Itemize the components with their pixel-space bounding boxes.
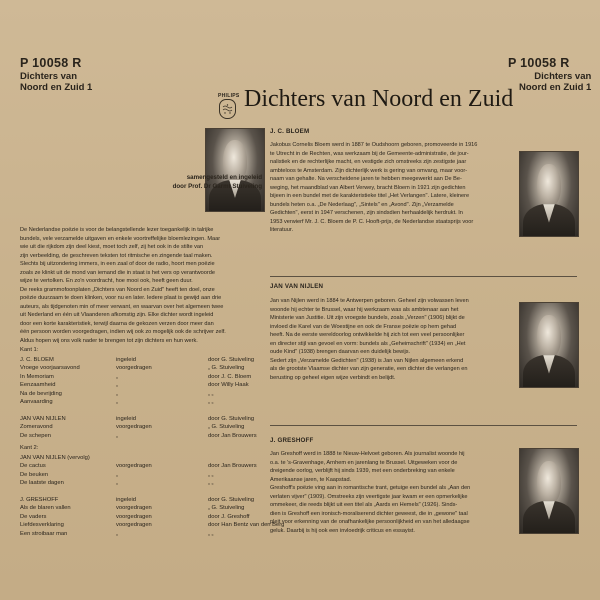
track-role: ingeleid: [116, 497, 136, 504]
track-title: Zomeravond: [20, 424, 53, 431]
track-by: „ „: [208, 480, 214, 487]
track-row: [20, 471, 288, 479]
track-row: [20, 462, 288, 470]
track-title: Een stroibaar man: [20, 530, 68, 537]
poet-bio-greshoff: [270, 450, 510, 535]
brand-label: PHILIPS: [218, 93, 240, 99]
track-title: Als de blaren vallen: [20, 505, 71, 512]
text-line: Gedichten", eerst in 1947 verschenen, zijn sindsdien herhaaldelijk herdrukt. In: [270, 210, 463, 216]
track-role: [116, 406, 208, 414]
track-title: De laatste dagen: [20, 480, 64, 487]
text-line: Sedert zijn „Verzamelde Gedichten" (1938) is Jan van Nijlen algemeen erkend: [270, 357, 464, 364]
philips-shield-icon: [219, 99, 236, 119]
track-by: door G. Stuiveling: [208, 497, 255, 504]
track-role: ingeleid: [116, 357, 136, 363]
track-by: „ „: [208, 471, 214, 478]
text-line: zijn verbeelding, de geschreven teksten tot ritmische en zingende taal maken.: [20, 252, 213, 259]
series-line: Dichters van: [534, 71, 592, 82]
side1-tracklist: [20, 356, 288, 440]
track-title: De cactus: [20, 463, 46, 470]
track-by: „ „: [208, 399, 214, 406]
text-line: wijze te vertolken. En zo'n voordracht, hoe mooi ook, heeft geen duur.: [20, 278, 193, 284]
track-row: [20, 496, 288, 504]
track-by: [208, 406, 288, 414]
track-row: [20, 513, 288, 521]
introduction-text: [20, 226, 264, 345]
series-label-left: [20, 71, 92, 93]
track-role: „: [116, 390, 118, 397]
text-line: Jakobus Cornelis Bloem werd in 1887 te Oudshoorn geboren, promoveerde in 1916: [270, 142, 478, 148]
text-line: geluk. Daarbij is hij ook een invloedrijk criticus en essayist.: [270, 527, 415, 534]
poet-heading-bloem: J. C. BLOEM: [270, 128, 310, 135]
track-title: J. GRESHOFF: [20, 497, 59, 504]
section-divider: [270, 276, 577, 277]
text-line: wie uit die rijkdom zijn deel kiest, moet toch zelf, zij het ook in de stilte van: [20, 244, 204, 250]
poet-bio-van-nijlen: [270, 297, 510, 382]
text-line: poëzie duurzaam te doen klinken, voor nu en later. Iedere plaat is gewijd aan drie: [20, 295, 222, 301]
track-by: door Jan Brouwers: [208, 432, 257, 439]
track-row: [20, 504, 288, 512]
track-title: De schepen: [20, 432, 51, 439]
track-row: [20, 530, 288, 538]
track-role: „: [116, 399, 118, 406]
track-role: „: [116, 480, 118, 487]
text-line: oude Kind" (1938) brengen daarvan een duidelijk bewijs.: [270, 349, 411, 355]
compiler-line: door Prof. Dr Garmt Stuiveling: [172, 183, 262, 190]
text-line: bundels heten o.a. „De Nederlaag", „Sintels" en „Avond". Zijn „Verzamelde: [270, 201, 454, 208]
track-by: „ G. Stuiveling: [208, 365, 245, 372]
text-line: uit Nederland en één uit Vlaanderen afkomstig zijn. Elke dichter wordt ingeleid: [20, 312, 214, 318]
track-by: door J. C. Bloem: [208, 373, 252, 380]
track-by: door G. Stuiveling: [208, 357, 255, 363]
philips-stars-icon: [222, 103, 233, 116]
text-line: door een korte karakteristiek, terwijl daarna de gekozen verzen door meer dan: [20, 320, 214, 327]
text-line: Jan Greshoff werd in 1888 te Nieuw-Helvoet geboren. Als journalist woonde hij: [270, 451, 465, 457]
track-role: voorgedragen: [116, 365, 152, 372]
track-row: [20, 454, 288, 462]
track-by: door Willy Haak: [208, 382, 249, 389]
track-role: „: [116, 432, 118, 439]
track-role: voorgedragen: [116, 522, 152, 529]
track-title: Vroege voorjaarsavond: [20, 365, 80, 372]
portrait-bloem: [519, 151, 579, 237]
text-line: 1953 verwierf Mr. J. C. Bloem de P. C. Hooft-prijs, de Nederlandse staatsprijs voor: [270, 218, 474, 225]
text-line: berusting op geheel eigen wijze verbindt en belijdt.: [270, 374, 396, 381]
text-line: Greshoff's poëzie ving aan in romantische trant, getuige een bundel als „Aan den: [270, 485, 471, 491]
side2-tracklist: [20, 454, 288, 538]
text-line: invloed die Karel van de Woestijne en ook de Franse poëzie op hem gehad: [270, 323, 457, 330]
poet-heading-greshoff: J. GRESHOFF: [270, 437, 314, 444]
text-line: woonde hij echter te Brussel, waar hij werkzaam was als ambtenaar aan het: [270, 306, 459, 313]
series-label-right: [519, 71, 591, 93]
track-row: [20, 398, 288, 406]
track-by: „ G. Stuiveling: [208, 505, 245, 512]
text-line: Slechts bij uitzondering immers, in een zaal of door de radio, hoort men poëzie: [20, 261, 215, 267]
catalog-number-left: P 10058 R: [20, 56, 82, 70]
text-line: ambteloos te Amsterdam. Zijn dichterlijk werk is gering van omvang, maar voor-: [270, 167, 468, 174]
text-line: zoals ze klinkt uit de mond van iemand die in staat is het vers op verantwoorde: [20, 269, 215, 276]
track-role: „: [116, 373, 118, 380]
text-line: Jan van Nijlen werd in 1884 te Antwerpen geboren. Geheel zijn volwassen leven: [270, 298, 469, 304]
text-line: heeft. Na de eerste wereldoorlog ontwikkelde hij zich tot een veel persoonlijker: [270, 332, 465, 338]
text-line: dreigende oorlog, verblijft hij sinds 1939, met een onderbreking van enkele: [270, 468, 455, 474]
compiler-line: samengesteld en ingeleid: [186, 174, 262, 181]
side2-label: Kant 2:: [20, 445, 39, 451]
track-role: ingeleid: [116, 415, 136, 422]
track-by: door Han Bentz van den Berg: [208, 522, 285, 529]
portrait-stuiveling: [205, 128, 265, 212]
track-title: De vaders: [20, 513, 47, 520]
text-line: auteurs, als tijdgenoten min of meer verwant, en waarvan over het algemeen twee: [20, 303, 224, 310]
track-by: „ „: [208, 530, 214, 537]
text-line: ommekeer, die reeds blijkt uit een titel als „Aards en Hemels" (1926). Sinds-: [270, 502, 458, 508]
text-line: pleit voor erkenning van de onafhankelijke persoonlijkheid en van het alledaagse: [270, 519, 470, 525]
text-line: weging, het maandblad van Albert Verwey, bracht Bloem in 1921 zijn gedichten: [270, 184, 466, 191]
track-row: [20, 390, 288, 398]
track-title: Na de bevrijding: [20, 390, 62, 397]
text-line: als de grootste Vlaamse dichter van zijn generatie, een dichter die verlangen en: [270, 366, 468, 372]
track-title: [20, 488, 116, 496]
portrait-van-nijlen: [519, 302, 579, 388]
track-title: J. C. BLOEM: [20, 357, 54, 363]
poet-heading-van-nijlen: JAN VAN NIJLEN: [270, 283, 324, 290]
text-line: en directer stijl van gevoel en vorm: bundels als „Geheimschrift" (1934) en „Het: [270, 340, 466, 347]
track-by: door J. Greshoff: [208, 513, 250, 520]
series-line: Noord en Zuid 1: [519, 82, 592, 93]
text-line: naam van gehalte. Na verscheidene jaren te hebben meegewerkt aan De Be-: [270, 176, 462, 182]
track-role: „: [116, 382, 118, 389]
track-role: voorgedragen: [116, 424, 152, 431]
track-row: [20, 521, 288, 529]
track-role: [116, 454, 208, 462]
track-by: door G. Stuiveling: [208, 415, 255, 422]
track-title: In Memoriam: [20, 373, 54, 380]
side1-label: Kant 1:: [20, 347, 39, 353]
track-role: [116, 488, 208, 496]
compiler-credit: [112, 173, 262, 191]
text-line: te Utrecht in de Rechten, was werkzaam bij de Gemeente-administratie, de jour-: [270, 150, 469, 157]
track-row: [20, 373, 288, 381]
series-line: Dichters van: [20, 71, 78, 82]
text-line: o.a. te 's-Gravenhage, Arnhem en jarenlang te Brussel. Uitgeweken voor de: [270, 459, 458, 466]
track-role: voorgedragen: [116, 505, 152, 512]
text-line: Aldus hopen wij ons volk nader te brengen tot zijn dichters en hun werk.: [20, 337, 198, 344]
track-role: voorgedragen: [116, 513, 152, 520]
track-by: „ G. Stuiveling: [208, 424, 245, 431]
track-row: [20, 381, 288, 389]
track-title: JAN VAN NIJLEN (vervolg): [20, 455, 90, 461]
series-line: Noord en Zuid 1: [20, 82, 93, 93]
track-title: Liefdesverklaring: [20, 522, 64, 529]
track-role: „: [116, 471, 118, 478]
page-title: Dichters van Noord en Zuid: [244, 86, 514, 112]
track-row: [20, 488, 288, 496]
catalog-number-right: P 10058 R: [508, 56, 570, 70]
text-line: De Nederlandse poëzie is voor de belangstellende lezer toegankelijk in talrijke: [20, 227, 214, 233]
track-by: „ „: [208, 390, 214, 397]
section-divider: [270, 425, 577, 426]
track-row: [20, 364, 288, 372]
track-title: JAN VAN NIJLEN: [20, 415, 66, 422]
track-title: Eenzaamheid: [20, 382, 56, 389]
track-row: [20, 356, 288, 364]
track-role: voorgedragen: [116, 463, 152, 470]
track-by: door Jan Brouwers: [208, 463, 257, 470]
text-line: dien is Greshoff een ironisch-moraliserend dichter geweest, die in „gewone" taal: [270, 510, 468, 517]
text-line: Ministerie van Justitie. Uit zijn vroegste bundels, zoals „Verzen" (1906) blijkt de: [270, 315, 465, 321]
text-line: bundels, vele verzamelde uitgaven en enkele voortreffelijke bloemlezingen. Maar: [20, 235, 221, 242]
track-row: [20, 415, 288, 423]
track-row: [20, 479, 288, 487]
track-title: [20, 406, 116, 414]
track-title: Aanvaarding: [20, 399, 53, 406]
text-line: literatuur.: [270, 227, 294, 233]
track-row: [20, 432, 288, 440]
poet-bio-bloem: [270, 141, 510, 235]
text-line: nalistiek en de rechterlijke macht, en vestigde zich omstreeks zijn zestigste jaar: [270, 159, 467, 165]
track-role: „: [116, 530, 118, 537]
text-line: bijeen in een bundel met de karakteristieke titel „Het Verlangen". Latere, kleinere: [270, 193, 470, 199]
text-line: De reeks grammofoonplaten „Dichters van Noord en Zuid" heeft ten doel, onze: [20, 286, 215, 293]
track-row: [20, 423, 288, 431]
text-line: Amerikaanse jaren, te Kaapstad.: [270, 476, 352, 483]
track-title: De beuken: [20, 471, 49, 478]
text-line: verlaten vijver" (1909). Omstreeks zijn veertigste jaar kwam er een opmerkelijke: [270, 493, 468, 500]
track-row: [20, 406, 288, 414]
text-line: één persoon worden voorgedragen, indien wij ook zo mogelijk ook de schrijver zelf.: [20, 329, 226, 335]
portrait-greshoff: [519, 448, 579, 534]
